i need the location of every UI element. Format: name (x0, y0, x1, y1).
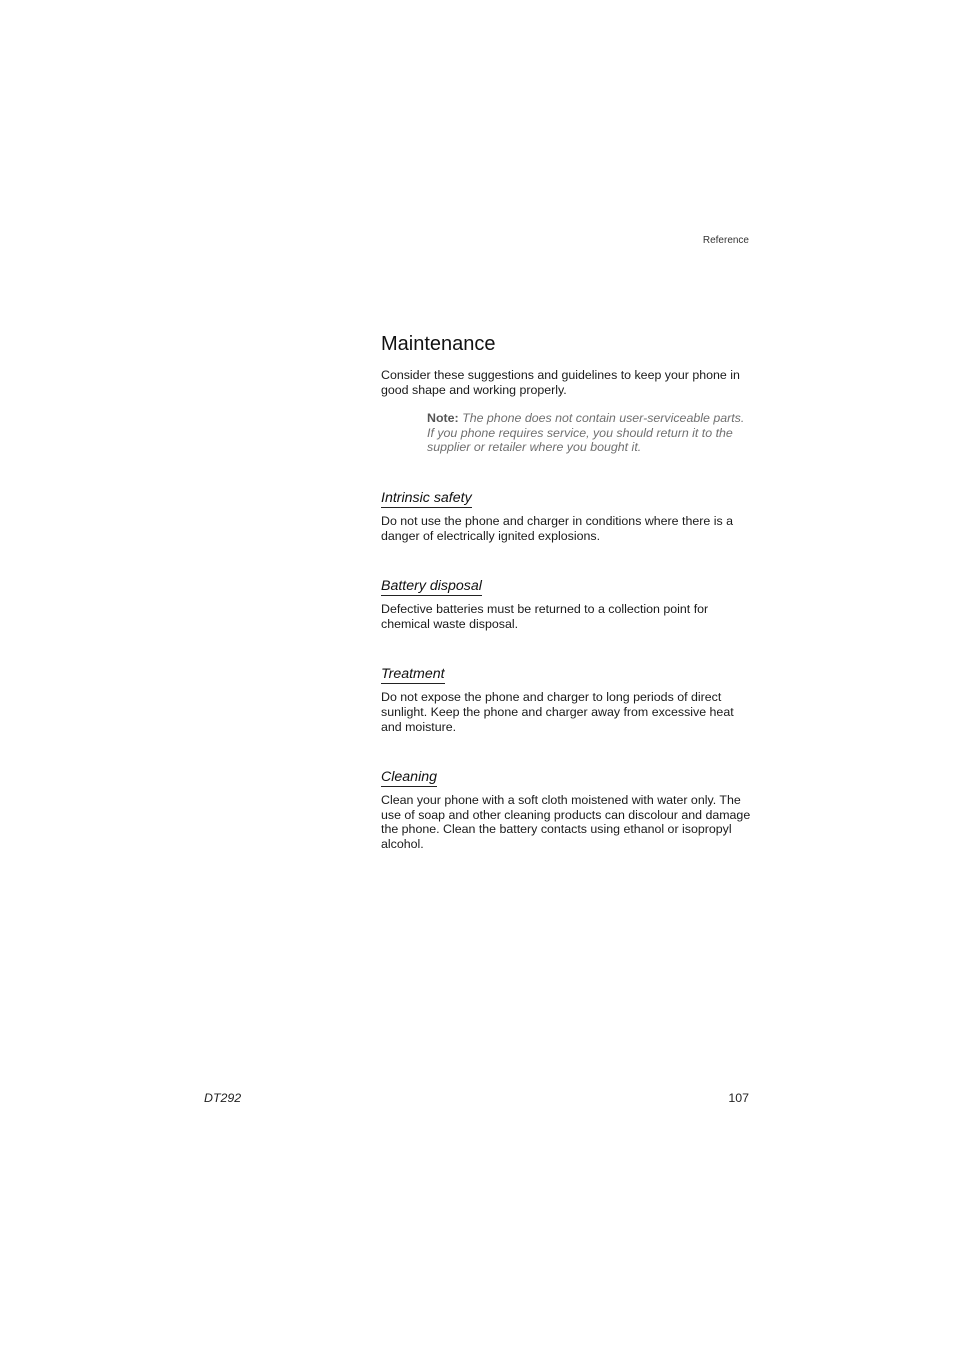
section-heading: Battery disposal (381, 578, 482, 595)
section-heading: Intrinsic safety (381, 489, 472, 506)
section-cleaning (381, 768, 753, 851)
page-title: Maintenance (381, 333, 496, 355)
note-block (427, 411, 753, 455)
main-content (381, 330, 753, 886)
intro-paragraph: Consider these suggestions and guidelines to keep your phone in good shape and working properly. (381, 368, 740, 397)
running-header: Reference (702, 235, 749, 246)
footer-product-name: DT292 (204, 1091, 242, 1105)
section-body: Do not expose the phone and charger to long periods of direct sunlight. Keep the phone and charger away from excessive heat and moisture. (381, 690, 734, 734)
section-heading: Cleaning (381, 769, 438, 786)
section-body: Do not use the phone and charger in conditions where there is a danger of electrically ignited explosions. (381, 513, 733, 543)
note-text: The phone does not contain user-serviceable parts. If you phone requires service, you should return it to the supplier or retailer where you bought it. (427, 411, 745, 455)
footer-page-number: 107 (728, 1091, 749, 1105)
section-body: Clean your phone with a soft cloth moistened with water only. The use of soap and other cleaning products can discolour and damage the phone. Clean the battery contacts using ethanol or isopropyl alcohol. (381, 793, 751, 851)
section-treatment (381, 665, 753, 734)
section-body: Defective batteries must be returned to a collection point for chemical waste disposal. (381, 602, 709, 631)
section-battery-disposal (381, 577, 753, 631)
note-label: Note: (427, 411, 459, 426)
section-intrinsic-safety (381, 489, 753, 543)
section-heading: Treatment (381, 666, 445, 683)
